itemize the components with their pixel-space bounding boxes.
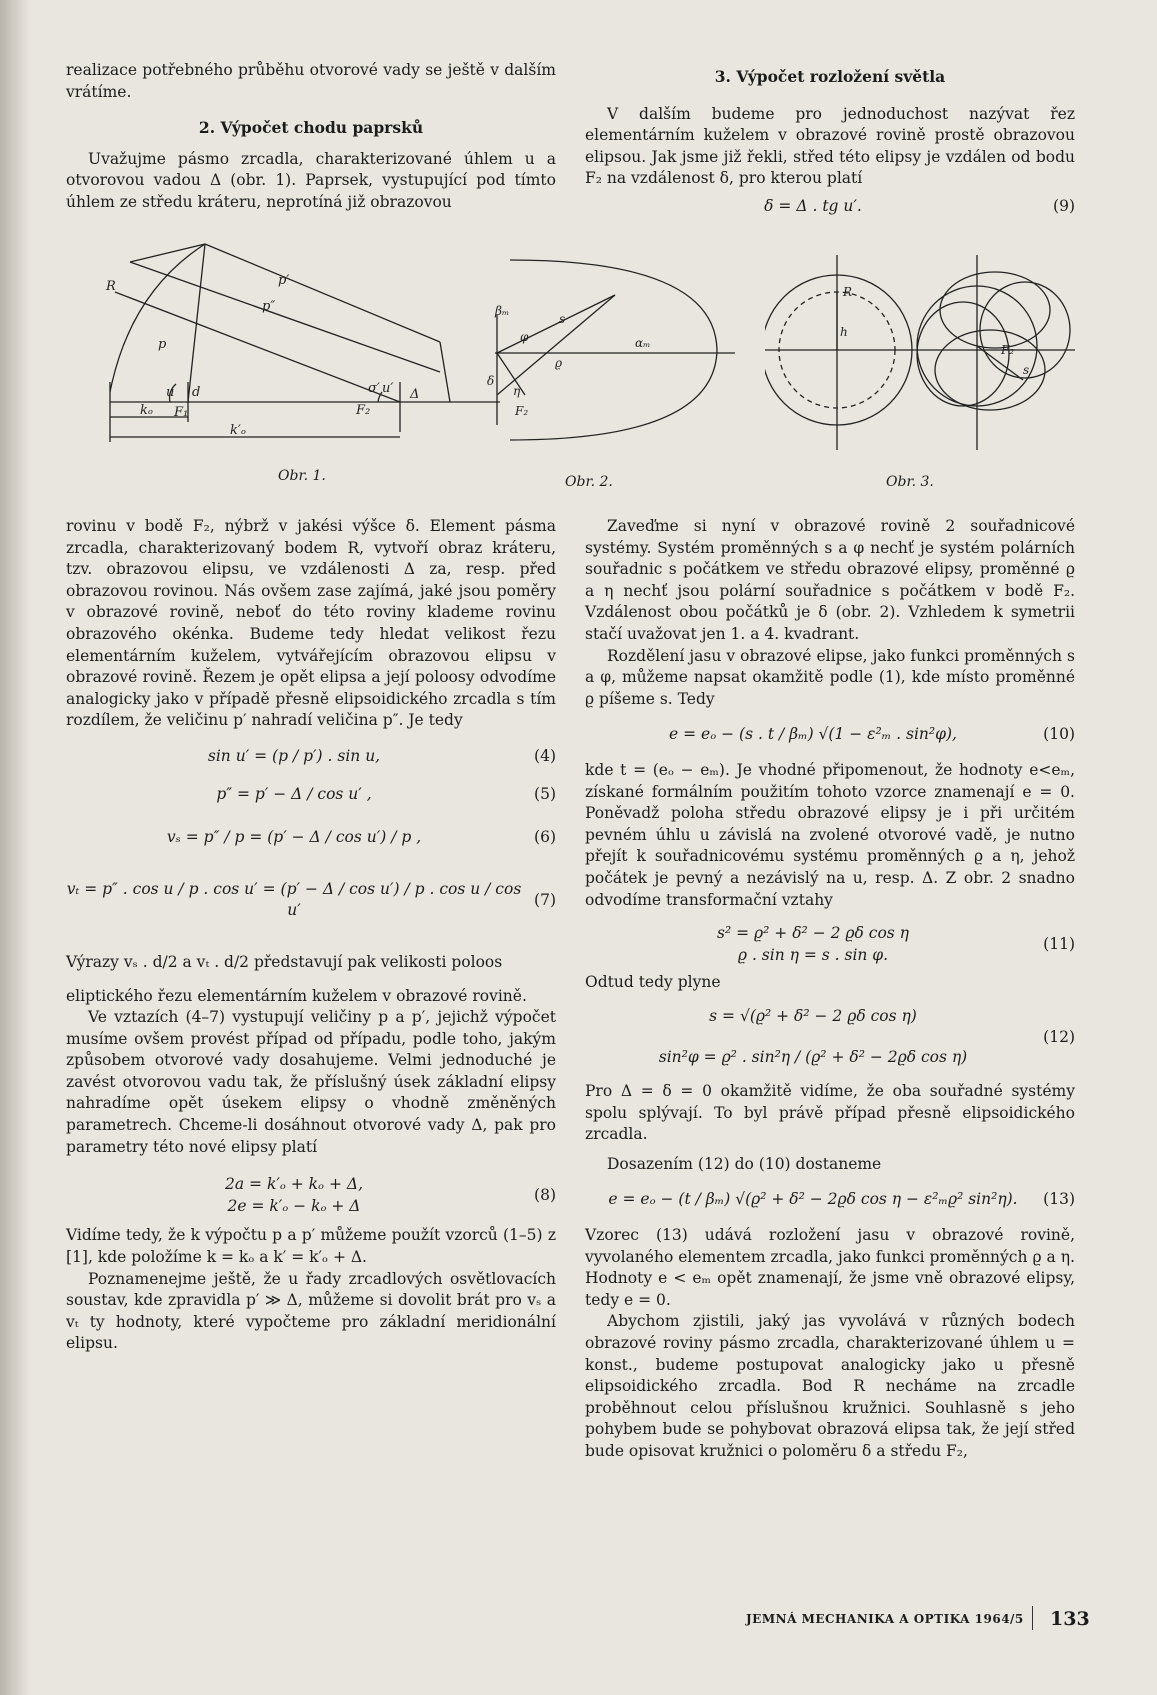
paragraph: realizace potřebného průběhu otvorové vady se ještě v dalším vrátíme. (66, 61, 556, 101)
figure-label: φ (520, 330, 529, 344)
figure-label: p′ (278, 273, 290, 288)
equation-expression: e = eₒ − (s . t / βₘ) √(1 − ε²ₘ . sin²φ), (669, 725, 957, 744)
equation-line: 2e = k′ₒ − kₒ + Δ (227, 1196, 361, 1215)
equation-system (66, 1174, 522, 1217)
equation-12 (585, 1006, 1075, 1069)
figure-label: R (106, 279, 116, 294)
figure-label: u (166, 385, 175, 400)
figure-label: Δ (410, 387, 420, 402)
equation-number: (8) (534, 1186, 556, 1205)
left-column-bottom (66, 516, 556, 1355)
figure-3-diagram (765, 250, 1085, 460)
equation-number: (13) (1043, 1190, 1075, 1209)
paragraph: eliptického řezu elementárním kuželem v obrazové rovině. (66, 986, 527, 1005)
equation-8 (66, 1174, 556, 1217)
figure-label: F₂ (1001, 343, 1015, 357)
paragraph: Uvažujme pásmo zrcadla, charakterizované úhlem u a otvorovou vadou Δ (obr. 1). Paprsek, vystupující pod tímto úhlem ze středu kráteru, neprotíná již obrazovou (66, 149, 556, 211)
paragraph: Výrazy vₛ . d/2 a vₜ . d/2 představují pak velikosti poloos (66, 952, 503, 971)
equation-expression: sin u′ = (p / p′) . sin u, (207, 746, 381, 765)
equation-expression: p″ = p′ − Δ / cos u′ , (216, 784, 372, 803)
equation-13 (585, 1189, 1075, 1211)
figure-label: αₘ (635, 336, 651, 350)
figure-2-caption: Obr. 2. (565, 474, 613, 490)
equation-system (585, 923, 1041, 966)
paragraph: Vzorec (13) udává rozložení jasu v obrazové rovině, vyvolaného elementem zrcadla, jako funkci proměnných ϱ a η. Hodnoty e < eₘ opět znamenají, že jsme vně obrazové elipsy, tedy e = 0. (585, 1226, 1075, 1309)
figure-label: kₒ (140, 403, 153, 418)
paragraph: Rozdělení jasu v obrazové elipse, jako funkci proměnných s a φ, můžeme napsat okamžitě podle (1), kde místo proměnné ϱ píšeme s. Tedy (585, 646, 1075, 708)
equation-line: ϱ . sin η = s . sin φ. (737, 945, 889, 964)
equation-number: (12) (1043, 1027, 1075, 1046)
figure-label: s (559, 312, 566, 326)
equation-10 (585, 724, 1075, 746)
left-column-top (66, 60, 556, 214)
figure-1-caption: Obr. 1. (278, 468, 326, 484)
section-heading-2: 2. Výpočet chodu paprsků (198, 118, 424, 138)
paragraph: Poznamenejme ještě, že u řady zrcadlových osvětlovacích soustav, kde zpravidla p′ ≫ Δ, můžeme si dovolit brát pro vₛ a vₜ ty hodnoty, které vypočteme pro základní meridionální elipsu. (66, 1269, 556, 1353)
paragraph: Ve vztazích (4–7) vystupují veličiny p a p′, jejichž výpočet musíme ovšem provést případ od případu, podle toho, jakým způsobem otvorové vady dosahujeme. Velmi jednoduché je zavést otvorovou vadu tak, že příslušný úsek základní elipsy nahradíme opět úsekem elipsy o vhodně změněných parametrech. Chceme-li dosáhnout otvorové vady Δ, pak pro parametry této nové elipsy platí (66, 1008, 556, 1156)
figure-label: d (192, 385, 201, 400)
equation-number: (10) (1043, 725, 1075, 744)
figure-label: F₂ (356, 403, 371, 418)
equation-9 (585, 196, 1075, 218)
equation-expression: δ = Δ . tg u′. (764, 196, 862, 215)
figure-label: σ′ (368, 381, 380, 396)
figure-label: F₁ (174, 405, 189, 420)
paragraph: kde t = (eₒ − eₘ). Je vhodné připomenout, že hodnoty e<eₘ, získané formálním použitím tohoto vzorce znamenají e = 0. Poněvadž poloha středu obrazové elipsy je i při určitém pevném úhlu u závislá na zvolené otvorové vadě, je nutno přejít k souřadnicovému systému proměnných ϱ a η, jehož počátek je pevný a nezávislý na u, resp. Δ. Z obr. 2 snadno odvodíme transformační vztahy (585, 760, 1075, 909)
page-number: 133 (1050, 1608, 1090, 1630)
equation-4 (66, 746, 556, 768)
figure-label: R (843, 285, 853, 299)
paragraph: Zaveďme si nyní v obrazové rovině 2 souřadnicové systémy. Systém proměnných s a φ nechť je systém polárních souřadnic s počátkem ve středu obrazové elipsy, proměnné ϱ a η nechť jsou polární souřadnice s počátkem v bodě F₂. Vzdálenost obou počátků je δ (obr. 2). Vzhledem k symetrii stačí uvažovat jen 1. a 4. kvadrant. (585, 517, 1075, 643)
equation-expression: vₛ = p″ / p = (p′ − Δ / cos u′) / p , (166, 828, 422, 847)
figure-label: δ (487, 374, 495, 388)
paragraph: Vidíme tedy, že k výpočtu p a p′ můžeme použít vzorců (1–5) z [1], kde položíme k = kₒ a k′ = k′ₒ + Δ. (66, 1226, 556, 1267)
equation-line: 2a = k′ₒ + kₒ + Δ, (225, 1175, 363, 1194)
figure-label: s (1023, 363, 1030, 377)
figure-label: h (840, 325, 848, 339)
equation-line: s = √(ϱ² + δ² − 2 ϱδ cos η) (709, 1006, 917, 1025)
equation-6 (66, 827, 556, 849)
section-heading-3: 3. Výpočet rozložení světla (714, 67, 946, 86)
equation-5 (66, 784, 556, 806)
equation-number: (9) (1053, 196, 1075, 215)
figure-label: k′ₒ (230, 423, 246, 438)
equation-line: s² = ϱ² + δ² − 2 ϱδ cos η (717, 924, 909, 943)
figure-label: βₘ (495, 304, 510, 318)
paragraph: Odtud tedy plyne (585, 973, 721, 992)
paragraph: Pro Δ = δ = 0 okamžitě vidíme, že oba souřadné systémy spolu splývají. To byl právě případ přesně elipsoidického zrcadla. (585, 1082, 1075, 1144)
figure-1-diagram (70, 232, 525, 454)
figure-label: η (513, 384, 521, 398)
paragraph: Dosazením (12) do (10) dostaneme (607, 1154, 882, 1173)
journal-footer: JEMNÁ MECHANIKA A OPTIKA 1964/5 (746, 1612, 1024, 1626)
equation-number: (6) (534, 828, 556, 847)
page-binding-shadow (0, 0, 30, 1695)
figure-label: F₂ (515, 404, 529, 418)
equation-7 (66, 879, 556, 922)
equation-number: (4) (534, 746, 556, 765)
equation-number: (5) (534, 784, 556, 803)
paragraph: Abychom zjistili, jaký jas vyvolává v různých bodech obrazové roviny pásmo zrcadla, charakterizované úhlem u = konst., budeme postupovat analogicky jako u přesně elipsoidického zrcadla. Bod R necháme na zrcadle proběhnout celou příslušnou kružnici. Souhlasně s jeho pohybem bude se pohybovat obrazová elipsa tak, že její střed bude opisovat kružnici o poloměru δ a středu F₂, (585, 1312, 1075, 1460)
paragraph: rovinu v bodě F₂, nýbrž v jakési výšce δ. Element pásma zrcadla, charakterizovaný bodem R, vytvoří obraz kráteru, tzv. obrazovou elipsu, ve vzdálenosti Δ za, resp. před obrazovou rovinou. Nás ovšem zase zajímá, jaké jsou poměry v obrazové rovině, neboť do této roviny klademe rovinu obrazového okénka. Budeme tedy hledat velikost řezu elementárním kuželem, vytvářejícím obrazovou elipsu v obrazové rovině. Řezem je opět elipsa a její poloosy odvodíme analogicky jako v případě přesně elipsoidického zrcadla s tím rozdílem, že veličinu p′ nahradí veličina p″. Je tedy (66, 517, 556, 730)
figure-label: p (158, 337, 167, 352)
right-column-bottom (585, 516, 1075, 1463)
equation-number: (7) (534, 890, 556, 909)
equation-11 (585, 923, 1075, 966)
equation-expression: e = eₒ − (t / βₘ) √(ϱ² + δ² − 2ϱδ cos η − ε²ₘϱ² sin²η). (608, 1190, 1018, 1209)
figure-label: ϱ (555, 356, 563, 370)
figure-label: p″ (262, 299, 276, 314)
figure-2-diagram (485, 255, 735, 455)
paragraph: V dalším budeme pro jednoduchost nazývat řez elementárním kuželem v obrazové rovině prostě obrazovou elipsou. Jak jsme již řekli, střed této elipsy je vzdálen od bodu F₂ na vzdálenost δ, pro kterou platí (585, 104, 1075, 188)
equation-expression: vₜ = p″ . cos u / p . cos u′ = (p′ − Δ / cos u′) / p . cos u / cos u′ (66, 879, 522, 920)
figure-label: u′ (382, 381, 394, 396)
equation-number: (11) (1043, 934, 1075, 953)
footer-divider (1032, 1606, 1033, 1630)
figure-3-caption: Obr. 3. (886, 474, 934, 490)
equation-line: sin²φ = ϱ² . sin²η / (ϱ² + δ² − 2ϱδ cos η) (658, 1048, 968, 1067)
equation-system (585, 1006, 1041, 1069)
right-column-top (585, 66, 1075, 218)
